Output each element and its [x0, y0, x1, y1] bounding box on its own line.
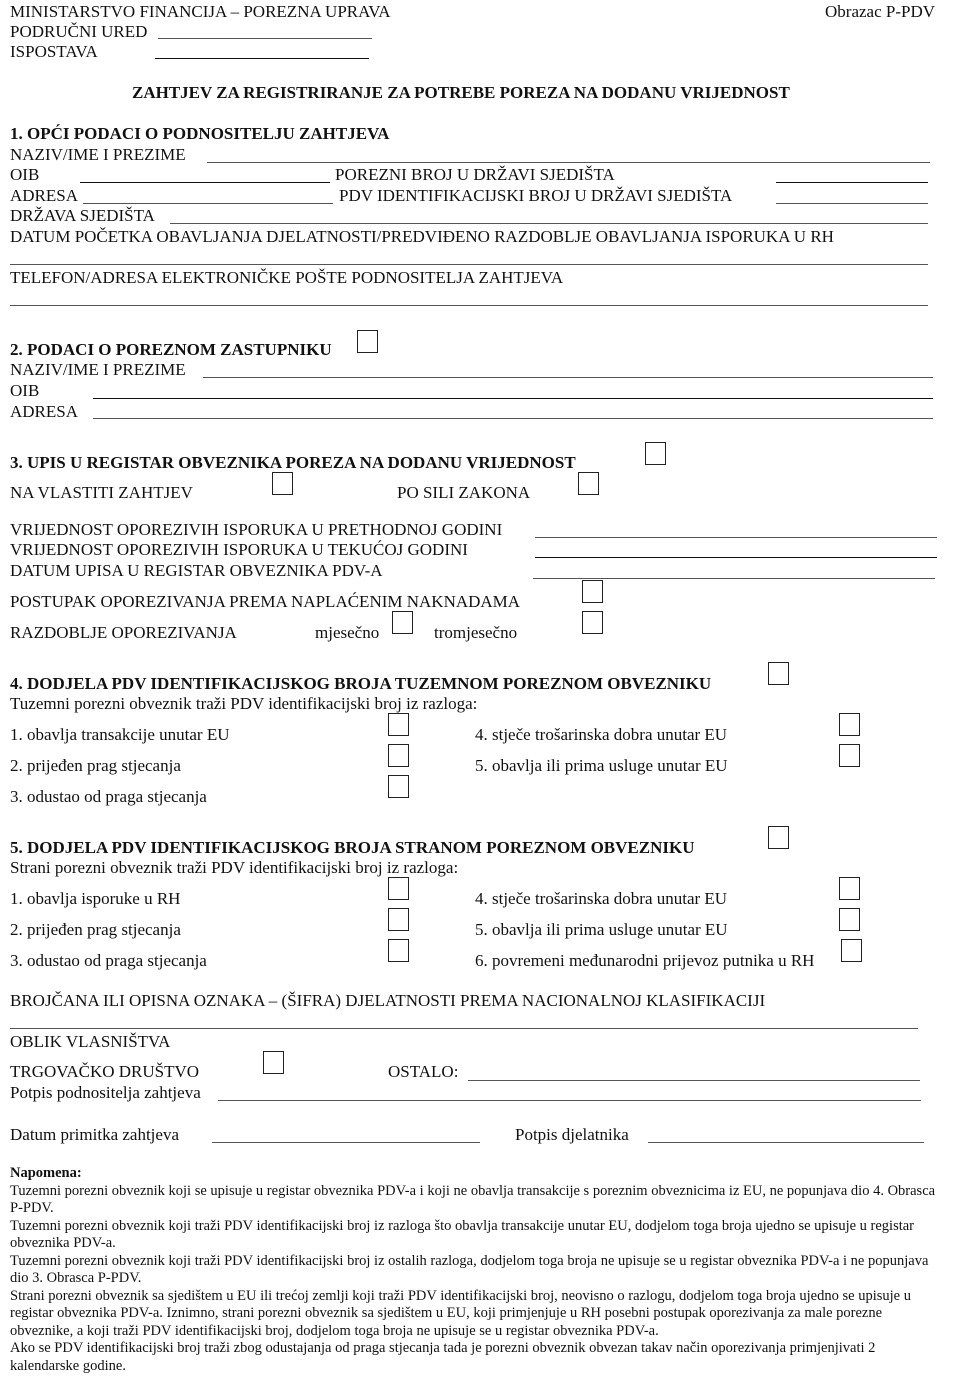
activity-code-label: BROJČANA ILI OPISNA OZNAKA – (ŠIFRA) DJELATNOSTI PREMA NACIONALNOJ KLASIFIKACIJI	[10, 991, 766, 1010]
s3-curr-year-field[interactable]	[535, 557, 937, 558]
s3-curr-year-label: VRIJEDNOST OPOREZIVIH ISPORUKA U TEKUĆOJ GODINI	[10, 540, 468, 559]
s2-oib-field[interactable]	[93, 398, 933, 399]
officer-signature-label: Potpis djelatnika	[515, 1125, 629, 1144]
receipt-date-label: Datum primitka zahtjeva	[10, 1125, 179, 1144]
s1-name-label: NAZIV/IME I PREZIME	[10, 145, 186, 164]
page-title: ZAHTJEV ZA REGISTRIRANJE ZA POTREBE POREZA NA DODANU VRIJEDNOST	[132, 83, 790, 102]
section4-checkbox[interactable]	[768, 662, 789, 685]
s4-reason-2: 2. prijeđen prag stjecanja	[10, 756, 181, 775]
notes-heading: Napomena:	[10, 1165, 82, 1181]
s4-reason-4-checkbox[interactable]	[839, 713, 860, 736]
section3-heading: 3. UPIS U REGISTAR OBVEZNIKA POREZA NA DODANU VRIJEDNOST	[10, 453, 576, 472]
s5-reason-5: 5. obavlja ili prima usluge unutar EU	[475, 920, 728, 939]
s2-address-label: ADRESA	[10, 402, 79, 421]
note-paragraph: Tuzemni porezni obveznik koji se upisuje u registar obveznika PDV-a i koji ne obavlja transakcije s poreznim obveznicima iz EU, ne popunjava dio 4. Obrasca P-PDV.	[10, 1182, 936, 1216]
s1-vat-id-label: PDV IDENTIFIKACIJSKI BROJ U DRŽAVI SJEDIŠTA	[339, 186, 733, 205]
s4-reason-5: 5. obavlja ili prima usluge unutar EU	[475, 756, 728, 775]
s4-reason-3-checkbox[interactable]	[388, 775, 409, 798]
s5-intro: Strani porezni obveznik traži PDV identifikacijski broj iz razloga:	[10, 858, 459, 877]
s5-reason-1-checkbox[interactable]	[388, 877, 409, 900]
s1-country-field[interactable]	[170, 223, 928, 224]
s3-monthly-checkbox[interactable]	[392, 611, 413, 634]
applicant-signature-field[interactable]	[218, 1100, 921, 1101]
section2-heading: 2. PODACI O POREZNOM ZASTUPNIKU	[10, 340, 332, 359]
ministry-name: MINISTARSTVO FINANCIJA – POREZNA UPRAVA	[10, 2, 391, 21]
company-label: TRGOVAČKO DRUŠTVO	[10, 1062, 200, 1081]
s3-prev-year-field[interactable]	[535, 537, 937, 538]
branch-label: ISPOSTAVA	[10, 42, 98, 61]
s5-reason-4: 4. stječe trošarinska dobra unutar EU	[475, 889, 728, 908]
s4-reason-4: 4. stječe trošarinska dobra unutar EU	[475, 725, 728, 744]
section4-heading: 4. DODJELA PDV IDENTIFIKACIJSKOG BROJA TUZEMNOM POREZNOM OBVEZNIKU	[10, 674, 712, 693]
note-paragraph: Ako se PDV identifikacijski broj traži zbog odustajanja od praga stjecanja tada je porezni obveznik obvezan takav način oporezivanja primjenjivati 2 kalendarske godine.	[10, 1340, 876, 1374]
s4-reason-1-checkbox[interactable]	[388, 713, 409, 736]
s1-oib-field[interactable]	[80, 182, 330, 183]
s3-quarterly-checkbox[interactable]	[582, 611, 603, 634]
s1-start-date-label: DATUM POČETKA OBAVLJANJA DJELATNOSTI/PREDVIĐENO RAZDOBLJE OBAVLJANJA ISPORUKA U RH	[10, 227, 834, 246]
s3-by-law-label: PO SILI ZAKONA	[397, 483, 531, 502]
s5-reason-6: 6. povremeni međunarodni prijevoz putnika u RH	[475, 951, 815, 970]
regional-office-label: PODRUČNI URED	[10, 22, 148, 41]
s1-address-label: ADRESA	[10, 186, 79, 205]
ownership-label: OBLIK VLASNIŠTVA	[10, 1032, 171, 1051]
note-paragraph: Strani porezni obveznik sa sjedištem u EU ili trećoj zemlji koji traži PDV identifikacijski broj, neovisno o razlogu, dodjelom toga broja ujedno se upisuje u registar obveznika PDV-a. Iznimno, strani porezni obveznik sa sjedištem u EU, koji primjenjuje u RH posebni postupak oporezivanja za male porezne obveznike, a koji traži PDV identifikacijski broj, dodjelom toga broja ne upisuje se u registar obveznika PDV-a.	[10, 1287, 911, 1339]
s5-reason-1: 1. obavlja isporuke u RH	[10, 889, 181, 908]
section1-heading: 1. OPĆI PODACI O PODNOSITELJU ZAHTJEVA	[10, 124, 390, 143]
s1-country-label: DRŽAVA SJEDIŠTA	[10, 206, 155, 225]
officer-signature-field[interactable]	[648, 1142, 924, 1143]
s3-reg-date-field[interactable]	[533, 578, 935, 579]
s5-reason-3-checkbox[interactable]	[388, 939, 409, 962]
s3-own-request-label: NA VLASTITI ZAHTJEV	[10, 483, 193, 502]
branch-field[interactable]	[155, 58, 369, 59]
s2-oib-label: OIB	[10, 381, 40, 400]
s3-monthly-label: mjesečno	[315, 623, 380, 642]
s3-cash-accounting-label: POSTUPAK OPOREZIVANJA PREMA NAPLAĆENIM NAKNADAMA	[10, 592, 521, 611]
s2-name-label: NAZIV/IME I PREZIME	[10, 360, 186, 379]
activity-code-field[interactable]	[10, 1028, 918, 1029]
section2-checkbox[interactable]	[357, 330, 378, 353]
s4-reason-3: 3. odustao od praga stjecanja	[10, 787, 207, 806]
s1-contact-field[interactable]	[10, 305, 928, 306]
s3-reg-date-label: DATUM UPISA U REGISTAR OBVEZNIKA PDV-A	[10, 561, 383, 580]
s1-address-field[interactable]	[83, 203, 333, 204]
s1-contact-label: TELEFON/ADRESA ELEKTRONIČKE POŠTE PODNOSITELJA ZAHTJEVA	[10, 268, 564, 287]
s5-reason-2-checkbox[interactable]	[388, 908, 409, 931]
s5-reason-2: 2. prijeđen prag stjecanja	[10, 920, 181, 939]
s5-reason-4-checkbox[interactable]	[839, 877, 860, 900]
s3-period-label: RAZDOBLJE OPOREZIVANJA	[10, 623, 237, 642]
s1-tax-number-field[interactable]	[776, 182, 928, 183]
note-paragraph: Tuzemni porezni obveznik koji traži PDV identifikacijski broj iz razloga što obavlja transakcije unutar EU, dodjelom toga broja ujedno se upisuje u registar obveznika PDV-a.	[10, 1217, 915, 1251]
receipt-date-field[interactable]	[212, 1142, 480, 1143]
s1-tax-number-label: POREZNI BROJ U DRŽAVI SJEDIŠTA	[335, 165, 615, 184]
s5-reason-6-checkbox[interactable]	[841, 939, 862, 962]
s3-cash-accounting-checkbox[interactable]	[582, 580, 603, 603]
company-checkbox[interactable]	[263, 1051, 284, 1074]
s4-reason-1: 1. obavlja transakcije unutar EU	[10, 725, 230, 744]
s5-reason-5-checkbox[interactable]	[839, 908, 860, 931]
notes	[10, 1165, 945, 1375]
s3-own-request-checkbox[interactable]	[272, 472, 293, 495]
s3-prev-year-label: VRIJEDNOST OPOREZIVIH ISPORUKA U PRETHODNOJ GODINI	[10, 520, 503, 539]
other-label: OSTALO:	[388, 1062, 459, 1081]
section5-heading: 5. DODJELA PDV IDENTIFIKACIJSKOG BROJA STRANOM POREZNOM OBVEZNIKU	[10, 838, 695, 857]
applicant-signature-label: Potpis podnositelja zahtjeva	[10, 1083, 201, 1102]
section5-checkbox[interactable]	[768, 826, 789, 849]
s2-name-field[interactable]	[203, 377, 933, 378]
s5-reason-3: 3. odustao od praga stjecanja	[10, 951, 207, 970]
s4-reason-5-checkbox[interactable]	[839, 744, 860, 767]
s3-quarterly-label: tromjesečno	[434, 623, 518, 642]
form-code: Obrazac P-PDV	[825, 2, 935, 21]
s1-start-date-field[interactable]	[10, 264, 928, 265]
other-field[interactable]	[468, 1080, 920, 1081]
s2-address-field[interactable]	[93, 418, 933, 419]
s3-by-law-checkbox[interactable]	[578, 472, 599, 495]
s1-vat-id-field[interactable]	[776, 203, 928, 204]
s4-intro: Tuzemni porezni obveznik traži PDV identifikacijski broj iz razloga:	[10, 694, 478, 713]
section3-checkbox[interactable]	[645, 442, 666, 465]
s4-reason-2-checkbox[interactable]	[388, 744, 409, 767]
note-paragraph: Tuzemni porezni obveznik koji traži PDV identifikacijski broj iz ostalih razloga, dodjelom toga broja ne upisuje se u registar obveznika PDV-a i ne popunjava dio 3. Obrasca P-PDV.	[10, 1252, 929, 1286]
s1-oib-label: OIB	[10, 165, 40, 184]
regional-office-field[interactable]	[158, 38, 372, 39]
s1-name-field[interactable]	[207, 162, 930, 163]
